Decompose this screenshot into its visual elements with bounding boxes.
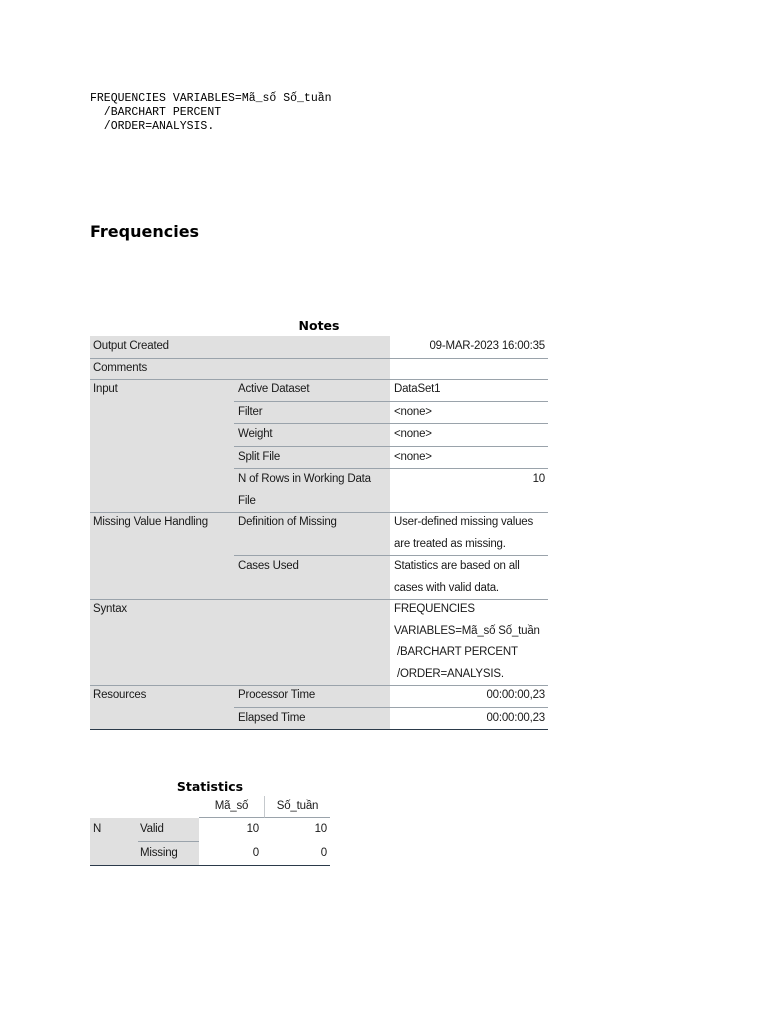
notes-row-comments	[90, 358, 548, 380]
cell-value	[390, 599, 548, 685]
cell-value	[390, 512, 548, 555]
syntax-line: /BARCHART PERCENT	[90, 106, 222, 119]
notes-row-cases-used	[90, 555, 548, 599]
sublabel-line: N of Rows in Working Data	[238, 473, 371, 485]
row-sublabel: Processor Time	[234, 685, 390, 707]
notes-row-elapsed-time	[90, 707, 548, 730]
header-blank	[90, 796, 138, 818]
syntax-line: FREQUENCIES VARIABLES=Mã_số Số_tuần	[90, 92, 332, 105]
row-sublabel	[234, 468, 390, 512]
cell-value: 10	[246, 823, 259, 835]
row-label: Missing Value Handling	[90, 512, 234, 555]
row-sublabel: Elapsed Time	[234, 707, 390, 730]
cell-value: <none>	[390, 401, 548, 424]
row-group-label	[90, 842, 138, 865]
row-group-label: N	[90, 818, 138, 842]
value-line: /BARCHART PERCENT	[394, 646, 518, 658]
notes-row-filter	[90, 401, 548, 424]
cell-value: 09-MAR-2023 16:00:35	[390, 336, 548, 358]
value-line: VARIABLES=Mã_số Số_tuần	[394, 624, 540, 637]
cell-value	[390, 555, 548, 599]
statistics-table[interactable]	[90, 796, 330, 866]
row-label	[90, 423, 234, 446]
row-label	[90, 468, 234, 512]
cell-value: 10	[390, 468, 548, 512]
row-label: Syntax	[90, 599, 234, 685]
notes-row-processor-time	[90, 685, 548, 707]
row-sublabel: Split File	[234, 446, 390, 469]
cell-value: <none>	[390, 423, 548, 446]
syntax-line: /ORDER=ANALYSIS.	[90, 120, 215, 133]
row-sublabel: Weight	[234, 423, 390, 446]
cell-value: 00:00:00,23	[390, 685, 548, 707]
value-line: are treated as missing.	[394, 537, 506, 550]
value-line: Statistics are based on all	[394, 560, 520, 572]
row-label	[90, 446, 234, 469]
notes-row-definition-of-missing	[90, 512, 548, 555]
row-sublabel: Active Dataset	[234, 379, 390, 401]
cell-value: 10	[314, 823, 327, 835]
notes-row-output-created	[90, 336, 548, 358]
table-row	[90, 842, 330, 865]
table-row	[90, 818, 330, 842]
notes-row-n-rows	[90, 468, 548, 512]
statistics-header-row	[90, 796, 330, 818]
sublabel-line: File	[238, 494, 256, 507]
cell-value: DataSet1	[390, 379, 548, 401]
header-blank	[138, 796, 199, 818]
procedure-title: Frequencies	[90, 222, 200, 241]
row-label: Comments	[90, 358, 234, 380]
row-sublabel	[234, 599, 390, 685]
row-label: Valid	[138, 818, 199, 842]
row-label: Output Created	[90, 336, 234, 358]
row-label	[90, 555, 234, 599]
row-label	[90, 401, 234, 424]
column-header: Mã_số	[199, 796, 264, 818]
value-line: User-defined missing values	[394, 516, 534, 528]
row-label	[90, 707, 234, 730]
row-sublabel: Filter	[234, 401, 390, 424]
row-sublabel	[234, 358, 390, 380]
cell-value	[390, 358, 548, 380]
notes-row-active-dataset	[90, 379, 548, 401]
row-label: Input	[90, 379, 234, 401]
row-sublabel	[234, 336, 390, 358]
syntax-block	[90, 92, 332, 134]
notes-table[interactable]	[90, 336, 548, 730]
cell-value: 0	[320, 847, 327, 859]
row-label: Resources	[90, 685, 234, 707]
cell-value: <none>	[390, 446, 548, 469]
row-label: Missing	[138, 842, 199, 865]
value-line: FREQUENCIES	[394, 603, 475, 615]
row-sublabel: Cases Used	[234, 555, 390, 599]
notes-row-syntax	[90, 599, 548, 685]
value-line: /ORDER=ANALYSIS.	[394, 667, 504, 680]
notes-table-title: Notes	[298, 318, 340, 333]
notes-row-split-file	[90, 446, 548, 469]
row-sublabel: Definition of Missing	[234, 512, 390, 555]
cell-value: 0	[252, 847, 259, 859]
column-header: Số_tuần	[264, 796, 330, 818]
value-line: cases with valid data.	[394, 581, 499, 594]
cell-value: 00:00:00,23	[390, 707, 548, 730]
notes-row-weight	[90, 423, 548, 446]
statistics-table-title: Statistics	[176, 779, 244, 794]
